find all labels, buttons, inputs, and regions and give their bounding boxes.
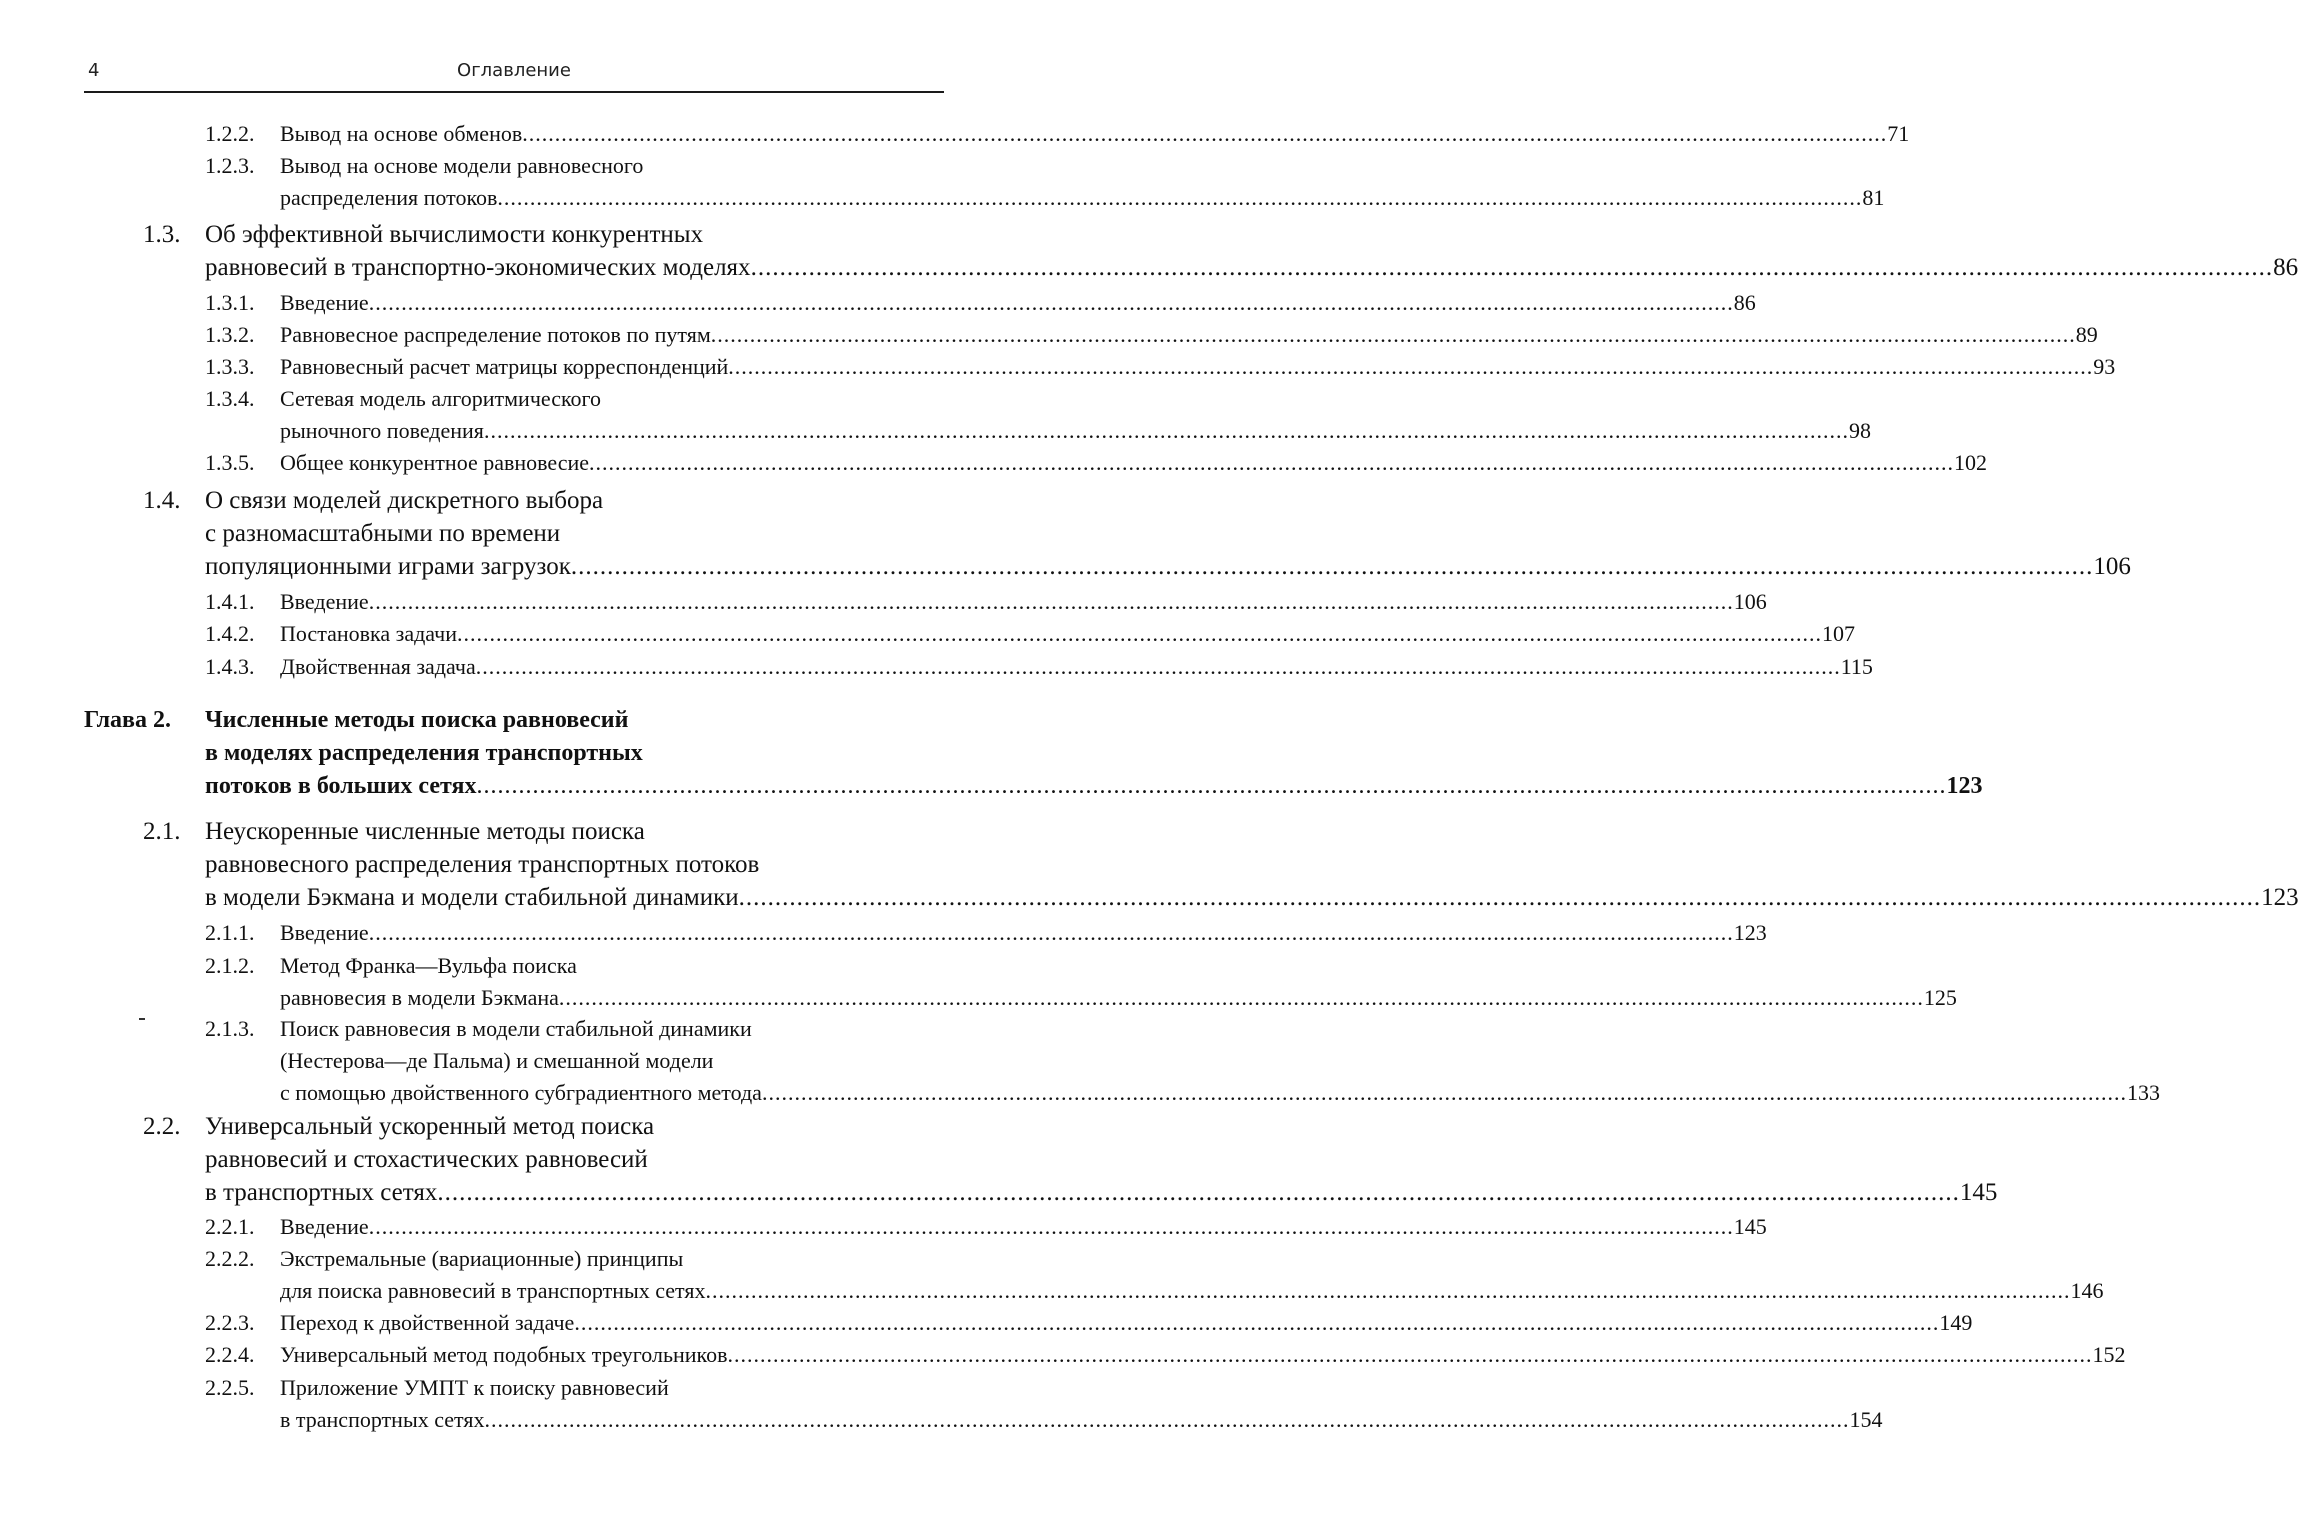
entry-page: 145	[1959, 1179, 1998, 1206]
entry-number: 1.2.3.	[205, 153, 255, 178]
entry-page: 149	[1939, 1310, 1973, 1335]
entry-title: Введение	[280, 589, 369, 614]
entry-title: Общее конкурентное равновесие	[280, 450, 590, 475]
chapter-title-line: потоков в больших сетях	[205, 773, 477, 799]
entry-number: 2.1.2.	[205, 953, 255, 978]
toc-entry-1-3-2[interactable]	[205, 319, 2098, 351]
entry-title-line: равновесий и стохастических равновесий	[205, 1146, 648, 1173]
entry-title: Введение	[280, 1214, 369, 1239]
dot-leader: ..................................................................................................................................................................................................................	[457, 621, 1822, 646]
dot-leader: ..................................................................................................................................................................................................................	[484, 1407, 1850, 1432]
dot-leader: ..................................................................................................................................................................................................................	[738, 884, 2262, 911]
entry-number: 2.2.5.	[205, 1375, 255, 1400]
dot-leader: ..................................................................................................................................................................................................................	[437, 1179, 1960, 1206]
entry-title-line: Приложение УМПТ к поиску равновесий	[280, 1375, 669, 1400]
toc-entry-2-2-5[interactable]	[205, 1372, 1883, 1436]
toc-entry-1-3-3[interactable]	[205, 351, 2116, 383]
header-rule	[84, 91, 944, 93]
entry-page: 93	[2093, 354, 2116, 379]
entry-page: 106	[2093, 553, 2131, 580]
entry-title-line: Метод Франка—Вульфа поиска	[280, 953, 577, 978]
dot-leader: ..................................................................................................................................................................................................................	[483, 418, 1849, 443]
entry-page: 98	[1848, 418, 1871, 443]
entry-title-line: Универсальный ускоренный метод поиска	[205, 1113, 655, 1140]
entry-number: 2.2.4.	[205, 1342, 255, 1367]
entry-page: 81	[1862, 185, 1885, 210]
entry-title-line: Неускоренные численные методы поиска	[205, 818, 645, 845]
scan-speck	[139, 1018, 145, 1020]
entry-title-line: с разномасштабными по времени	[205, 520, 561, 547]
toc-entry-1-4[interactable]	[143, 484, 2131, 583]
entry-number: 1.3.1.	[205, 290, 255, 315]
entry-title-line: в транспортных сетях	[280, 1407, 485, 1432]
entry-page: 86	[1733, 290, 1756, 315]
entry-title-line: распределения потоков	[280, 185, 498, 210]
entry-page: 71	[1887, 121, 1910, 146]
toc-entry-2-1-2[interactable]	[205, 950, 1957, 1014]
running-title: Оглавление	[457, 60, 571, 81]
toc-entry-1-4-2[interactable]	[205, 618, 1855, 650]
chapter-title-line: в моделях распределения транспортных	[205, 740, 643, 766]
toc-entry-2-1[interactable]	[143, 815, 2299, 914]
dot-leader: ..................................................................................................................................................................................................................	[522, 121, 1888, 146]
entry-title-line: равновесного распределения транспортных потоков	[205, 851, 760, 878]
toc-entry-2-2-1[interactable]	[205, 1211, 1767, 1243]
entry-title-line: в модели Бэкмана и модели стабильной динамики	[205, 884, 739, 911]
toc-entry-2-2-2[interactable]	[205, 1243, 2104, 1307]
entry-title-line: равновесия в модели Бэкмана	[280, 985, 559, 1010]
entry-page: 146	[2070, 1278, 2104, 1303]
entry-title-line: (Нестерова—де Пальма) и смешанной модели	[280, 1048, 714, 1073]
toc-entry-1-3-4[interactable]	[205, 383, 1871, 447]
chapter-page: 123	[1946, 773, 1983, 799]
entry-number: 2.1.1.	[205, 920, 255, 945]
entry-number: 1.4.	[143, 487, 181, 514]
entry-page: 107	[1822, 621, 1855, 646]
entry-number: 1.4.1.	[205, 589, 255, 614]
entry-page: 89	[2075, 322, 2098, 347]
entry-title: Универсальный метод подобных треугольников	[280, 1342, 728, 1367]
toc-entry-1-4-3[interactable]	[205, 651, 1873, 683]
running-header	[84, 58, 944, 92]
entry-number: 2.2.2.	[205, 1246, 255, 1271]
chapter-label: Глава 2.	[84, 707, 171, 733]
entry-title-line: с помощью двойственного субградиентного метода	[280, 1080, 762, 1105]
dot-leader: ..................................................................................................................................................................................................................	[368, 589, 1734, 614]
dot-leader: ..................................................................................................................................................................................................................	[497, 185, 1863, 210]
toc-entry-2-2[interactable]	[143, 1110, 1998, 1209]
entry-number: 1.3.2.	[205, 322, 255, 347]
entry-title-line: Сетевая модель алгоритмического	[280, 386, 602, 411]
toc-entry-2-2-3[interactable]	[205, 1307, 1973, 1339]
entry-title: Двойственная задача	[280, 654, 476, 679]
entry-page: 102	[1954, 450, 1988, 475]
entry-page: 115	[1840, 654, 1873, 679]
entry-title-line: Поиск равновесия в модели стабильной динамики	[280, 1016, 752, 1041]
entry-title: Введение	[280, 920, 369, 945]
entry-page: 86	[2273, 254, 2299, 281]
chapter-title-line: Численные методы поиска равновесий	[205, 707, 629, 733]
entry-number: 2.2.3.	[205, 1310, 255, 1335]
entry-number: 1.3.	[143, 221, 181, 248]
entry-number: 2.1.	[143, 818, 181, 845]
dot-leader: ..................................................................................................................................................................................................................	[475, 654, 1841, 679]
entry-page: 154	[1849, 1407, 1883, 1432]
dot-leader: ..................................................................................................................................................................................................................	[570, 553, 2094, 580]
entry-title: Постановка задачи	[280, 621, 457, 646]
dot-leader: ..................................................................................................................................................................................................................	[750, 254, 2274, 281]
dot-leader: ..................................................................................................................................................................................................................	[710, 322, 2076, 347]
entry-title-line: Экстремальные (вариационные) принципы	[280, 1246, 684, 1271]
toc-entry-1-2-2[interactable]	[205, 118, 1910, 150]
entry-page: 133	[2126, 1080, 2160, 1105]
entry-title-line: рыночного поведения	[280, 418, 484, 443]
entry-title-line: О связи моделей дискретного выбора	[205, 487, 604, 514]
dot-leader: ..................................................................................................................................................................................................................	[558, 985, 1924, 1010]
dot-leader: ..................................................................................................................................................................................................................	[368, 290, 1734, 315]
entry-page: 145	[1733, 1214, 1767, 1239]
entry-title-line: популяционными играми загрузок	[205, 553, 571, 580]
toc-entry-2-1-1[interactable]	[205, 917, 1767, 949]
entry-page: 152	[2092, 1342, 2126, 1367]
entry-title: Вывод на основе обменов	[280, 121, 523, 146]
entry-number: 2.1.3.	[205, 1016, 255, 1041]
entry-page: 125	[1923, 985, 1957, 1010]
dot-leader: ..................................................................................................................................................................................................................	[574, 1310, 1940, 1335]
toc-entry-1-3[interactable]	[143, 218, 2299, 284]
dot-leader: ..................................................................................................................................................................................................................	[727, 1342, 2093, 1367]
toc-entry-2-2-4[interactable]	[205, 1339, 2126, 1371]
entry-title: Равновесное распределение потоков по путям	[280, 322, 711, 347]
dot-leader: ..................................................................................................................................................................................................................	[705, 1278, 2071, 1303]
entry-title: Равновесный расчет матрицы корреспонденций	[280, 354, 729, 379]
entry-number: 1.3.3.	[205, 354, 255, 379]
dot-leader: ..................................................................................................................................................................................................................	[589, 450, 1955, 475]
entry-page: 123	[1733, 920, 1767, 945]
entry-title-line: для поиска равновесий в транспортных сетях	[280, 1278, 706, 1303]
toc-entry-1-3-5[interactable]	[205, 447, 1988, 479]
entry-number: 2.2.1.	[205, 1214, 255, 1239]
dot-leader: ..................................................................................................................................................................................................................	[368, 1214, 1734, 1239]
entry-title-line: Об эффективной вычислимости конкурентных	[205, 221, 704, 248]
entry-title-line: равновесий в транспортно-экономических моделях	[205, 254, 751, 281]
toc-chapter-2[interactable]	[84, 704, 1983, 803]
entry-title: Введение	[280, 290, 369, 315]
dot-leader: ..................................................................................................................................................................................................................	[368, 920, 1734, 945]
entry-title-line: Вывод на основе модели равновесного	[280, 153, 644, 178]
toc-entry-1-3-1[interactable]	[205, 287, 1756, 319]
toc-entry-1-2-3[interactable]	[205, 150, 1885, 214]
entry-number: 1.3.5.	[205, 450, 255, 475]
dot-leader: ..................................................................................................................................................................................................................	[728, 354, 2094, 379]
toc-entry-1-4-1[interactable]	[205, 586, 1767, 618]
entry-title-line: в транспортных сетях	[205, 1179, 438, 1206]
entry-number: 2.2.	[143, 1113, 181, 1140]
entry-number: 1.4.2.	[205, 621, 255, 646]
page-number: 4	[88, 60, 100, 81]
entry-number: 1.3.4.	[205, 386, 255, 411]
dot-leader: ..................................................................................................................................................................................................................	[761, 1080, 2127, 1105]
entry-number: 1.2.2.	[205, 121, 255, 146]
entry-page: 123	[2261, 884, 2299, 911]
toc-entry-2-1-3[interactable]	[205, 1013, 2160, 1109]
entry-page: 106	[1733, 589, 1767, 614]
entry-title: Переход к двойственной задаче	[280, 1310, 575, 1335]
dot-leader: ..................................................................................................................................................................................................................	[476, 773, 1947, 799]
entry-number: 1.4.3.	[205, 654, 255, 679]
